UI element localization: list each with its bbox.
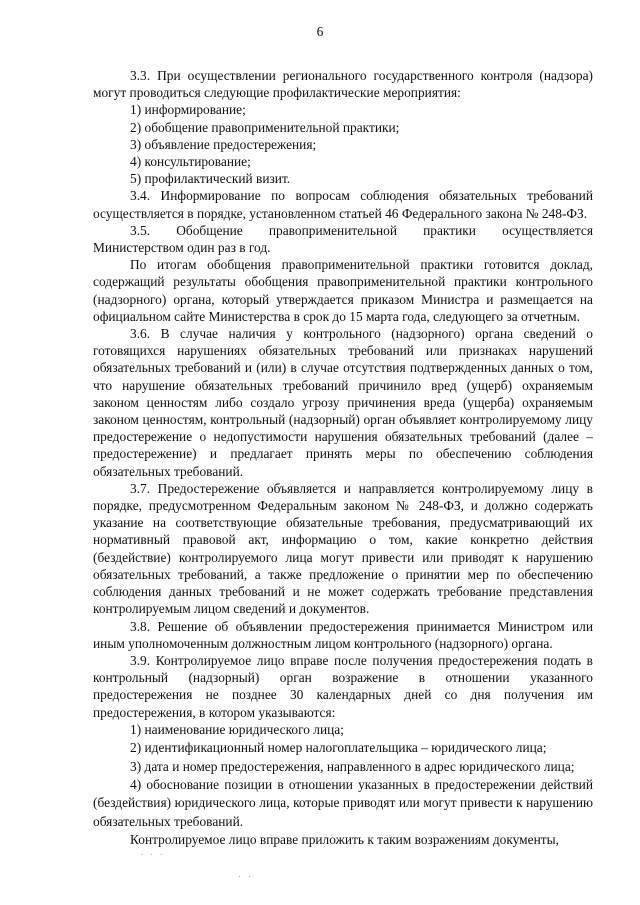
list-item: 2) обобщение правоприменительной практики; [130, 119, 400, 135]
paragraph-3-6: 3.6. В случае наличия у контрольного (надзорного) органа сведений о готовящихся нарушениях обязательных требований или признаках нарушений обязательных требований и (или) в случае отсутствия подтвержденных данных о том, что нарушение обязательных требований причинило вред (ущерб) охраняемым законом ценностям либо создало угрозу причинения вреда (ущерба) охраняемым законом ценностям, контрольный (надзорный) орган объявляет контролируемому лицу предостережение о недопустимости нарушения обязательных требований (далее – предостережение) и предлагает принять меры по обеспечению соблюдения обязательных требований. [93, 326, 593, 479]
page-number: 6 [316, 24, 324, 39]
paragraph-3-9-attachments: Контролируемое лицо вправе приложить к таким возражениям документы, [130, 832, 559, 848]
paragraph-3-4: 3.4. Информирование по вопросам соблюдения обязательных требований осуществляется в порядке, установленном статьей 46 Федерального закона № 248-ФЗ. [93, 188, 593, 221]
scan-artifact: · · · [140, 850, 165, 861]
list-item: 5) профилактический визит. [130, 171, 291, 187]
paragraph-3-5: 3.5. Обобщение правоприменительной практики осуществляется Министерством один раз в год. [93, 222, 593, 256]
paragraph-3-9: 3.9. Контролируемое лицо вправе после получения предостережения подать в контрольный (надзорный) орган возражение в отношении указанного предостережения не позднее 30 календарных дней со дня получения им предостережения, в котором указываются: [93, 652, 593, 720]
scan-artifact: · · [238, 872, 254, 883]
list-item: 4) обоснование позиции в отношении указанных в предостережении действий (бездействия) юридического лица, которые приводят или могут привести к нарушению обязательных требований. [93, 776, 593, 829]
paragraph-3-5-report: По итогам обобщения правоприменительной практики готовится доклад, содержащий результаты обобщения правоприменительной практики контрольного (надзорного) органа, который утверждается приказом Министра и размещается на официальном сайте Министерства в срок до 15 марта года, следующего за отчетным. [93, 257, 593, 324]
list-item: 3) дата и номер предостережения, направленного в адрес юридического лица; [130, 758, 575, 774]
list-item: 3) объявление предостережения; [130, 136, 317, 152]
document-body [93, 67, 593, 850]
list-item: 4) консультирование; [130, 154, 251, 170]
list-item: 2) идентификационный номер налогоплательщика – юридического лица; [130, 740, 547, 756]
list-item: 1) информирование; [130, 102, 246, 118]
list-item: 1) наименование юридического лица; [130, 721, 344, 737]
paragraph-3-8: 3.8. Решение об объявлении предостережения принимается Министром или иным уполномоченным должностным лицом контрольного (надзорного) органа. [93, 618, 593, 651]
paragraph-3-7: 3.7. Предостережение объявляется и направляется контролируемому лицу в порядке, предусмотренном Федеральным законом № 248-ФЗ, и должно содержать указание на соответствующие обязательные требования, предусматривающий их нормативный правовой акт, информацию о том, какие конкретно действия (бездействие) контролируемого лица могут привести или приводят к нарушению обязательных требований, а также предложение о принятии мер по обеспечению соблюдения данных требований и не может содержать требование представления контролируемым лицом сведений и документов. [93, 480, 593, 617]
paragraph-3-3: 3.3. При осуществлении регионального государственного контроля (надзора) могут проводиться следующие профилактические мероприятия: [93, 68, 593, 101]
